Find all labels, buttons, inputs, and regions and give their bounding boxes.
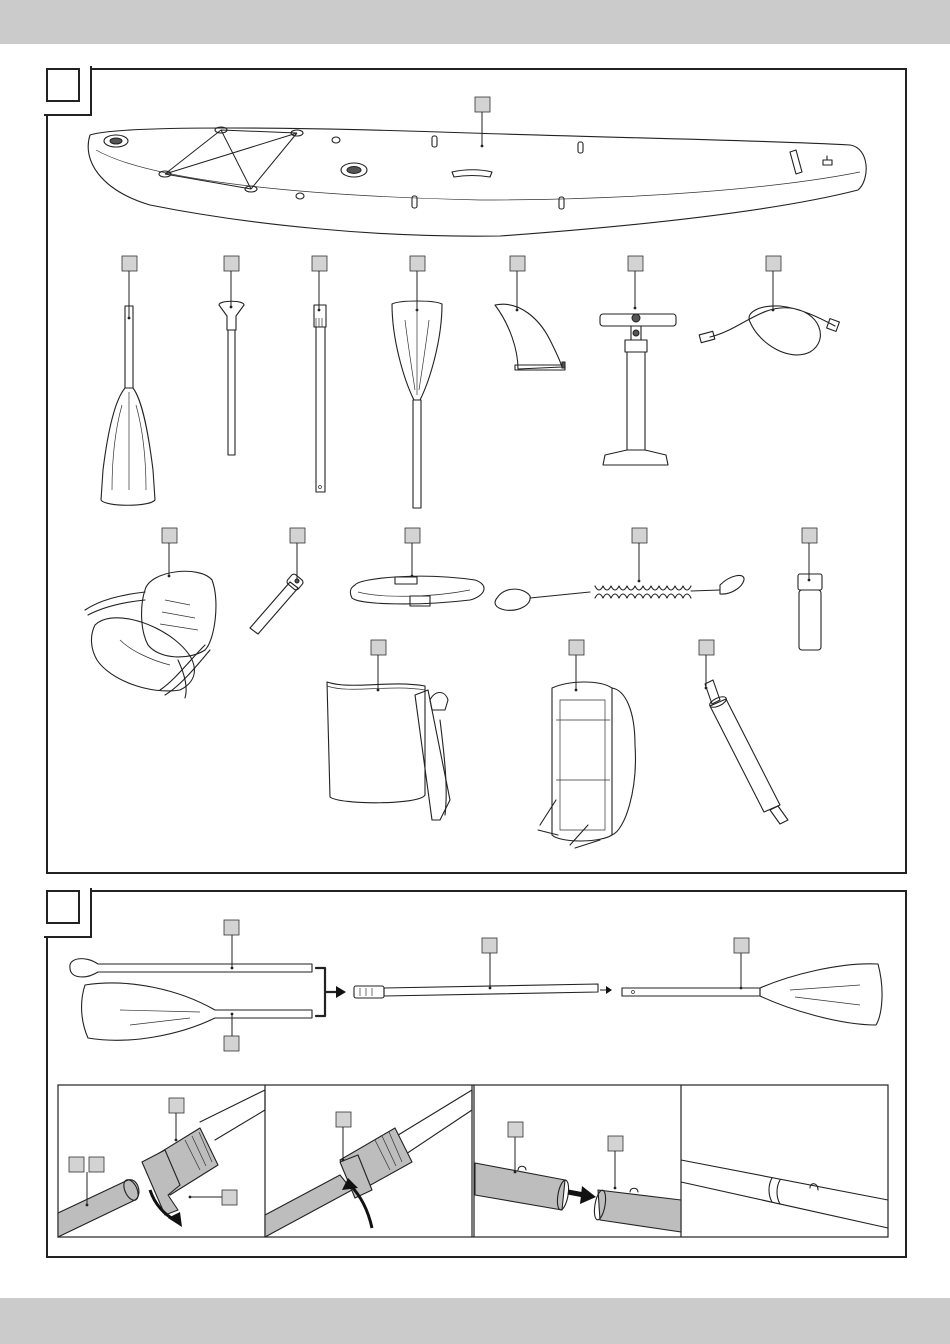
paddle-blade-long: [392, 256, 442, 508]
assembly-steps: [58, 1085, 888, 1237]
paddle-connector: [250, 528, 305, 634]
dry-bag: [327, 640, 450, 820]
pump-hose: [699, 256, 839, 355]
fin: [495, 256, 565, 370]
backpack: [538, 640, 635, 848]
paddle-board: [88, 97, 866, 236]
waist-belt: [350, 528, 484, 606]
repair-tube: [798, 528, 822, 650]
step-2-close-clamp: [265, 1090, 472, 1237]
step-4-assembled: [681, 1160, 888, 1228]
assembly-overview: [70, 920, 882, 1051]
coiled-leash: [495, 528, 744, 610]
paddle-handle-shaft: [219, 256, 244, 455]
step-1-open-clamp: [58, 1090, 265, 1237]
paddle-blade-short: [101, 256, 155, 505]
step-3-insert-shaft: [475, 1122, 681, 1232]
paddle-middle-shaft: [312, 256, 327, 492]
hand-pump: [600, 256, 676, 465]
roller-tube: [699, 640, 788, 824]
kayak-seat: [85, 528, 216, 698]
